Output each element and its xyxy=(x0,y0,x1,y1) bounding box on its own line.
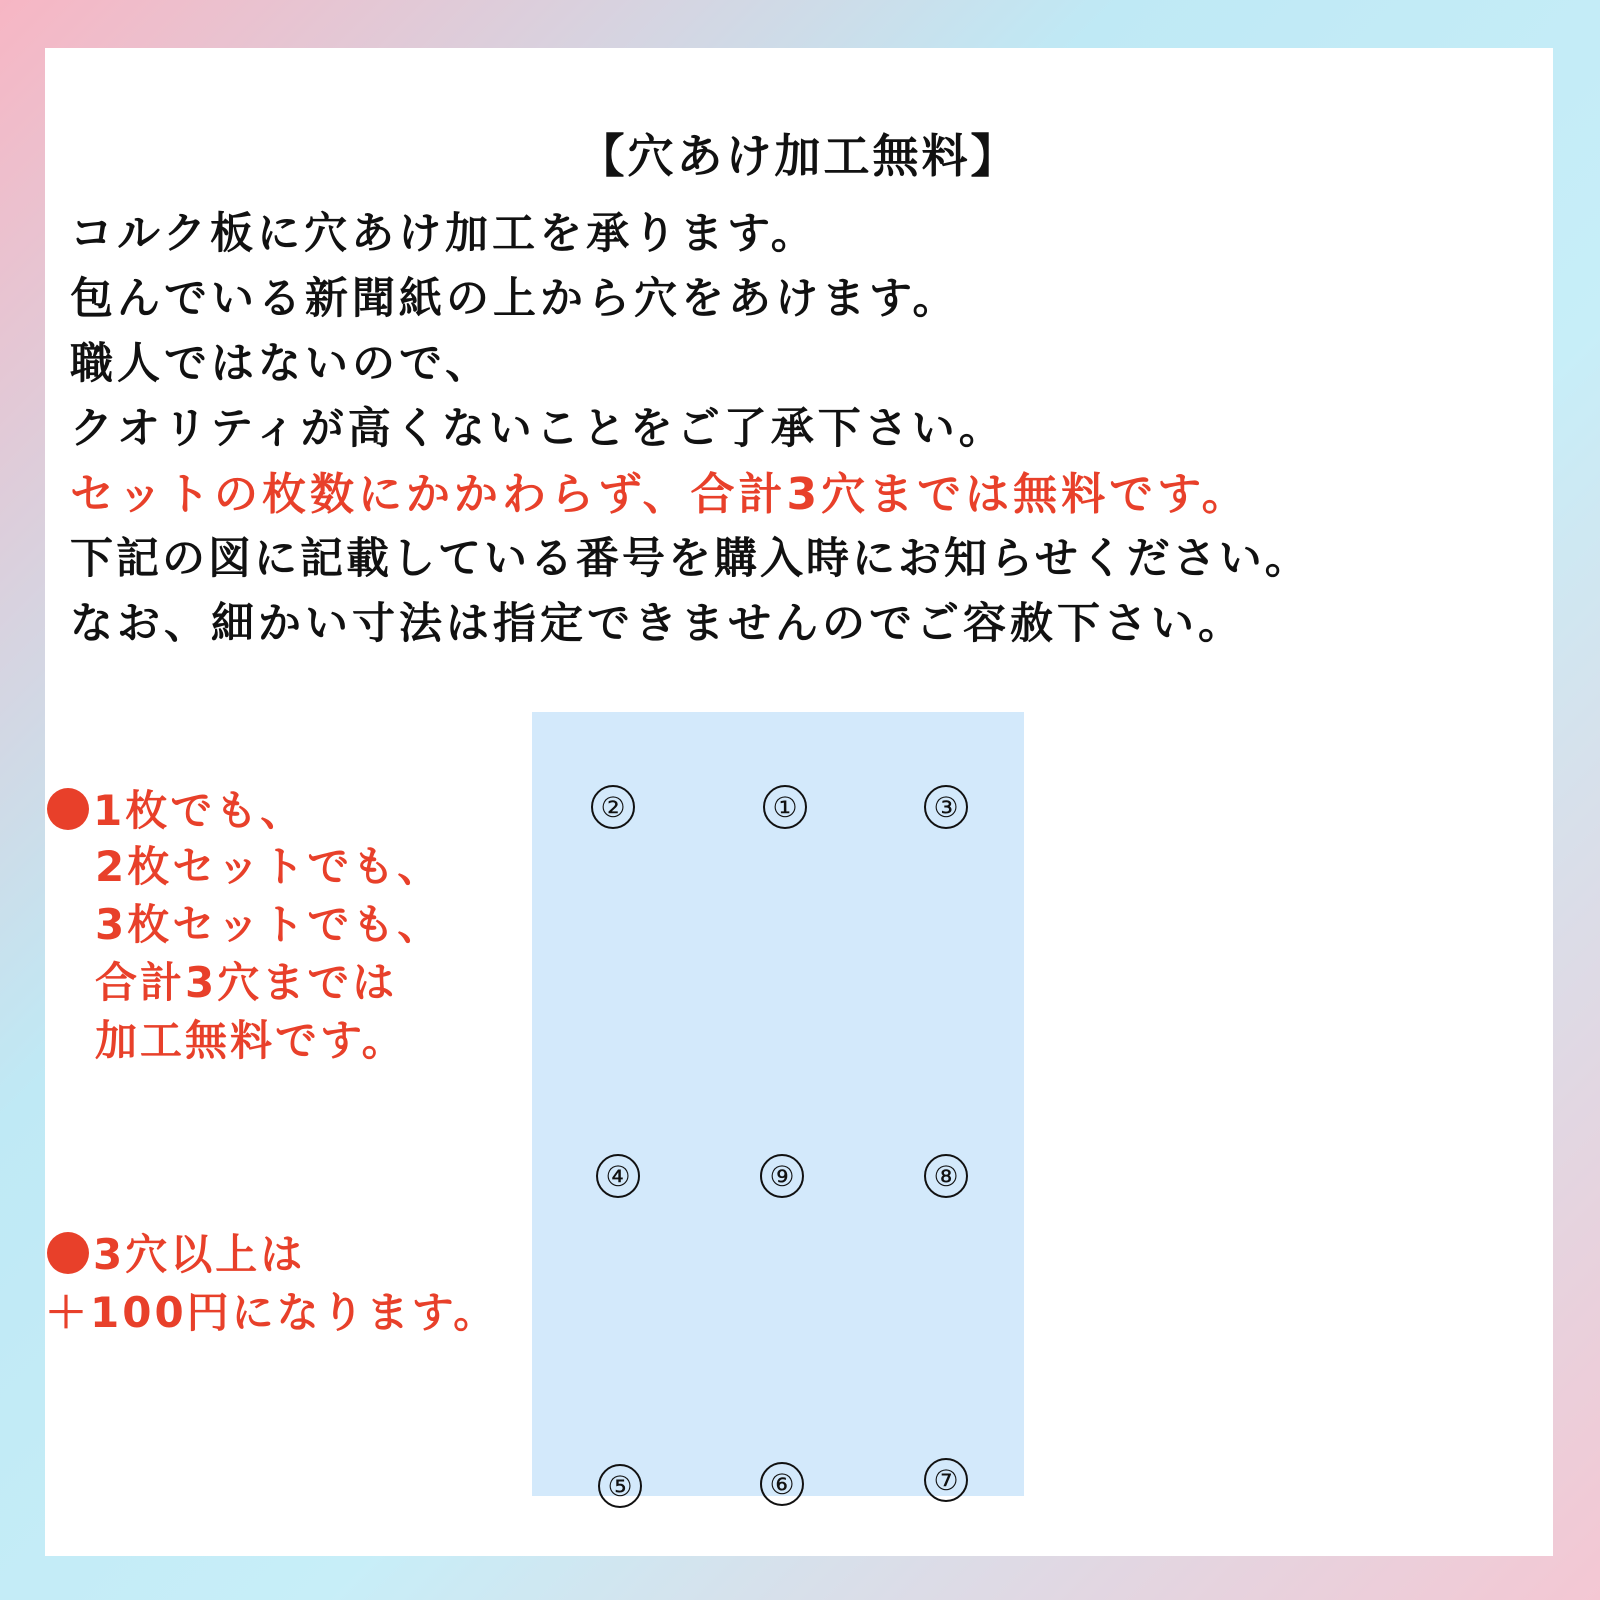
cork-board-diagram xyxy=(532,712,1024,1503)
bullet2-line-1 xyxy=(47,1230,306,1279)
text-line-6: 下記の図に記載している番号を購入時にお知らせください。 xyxy=(70,534,1311,584)
hole-9-icon: ⑨ xyxy=(760,1154,804,1198)
bullet-dot-icon xyxy=(47,788,89,830)
hole-8-icon: ⑧ xyxy=(924,1154,968,1198)
info-card xyxy=(45,48,1553,1556)
bullet-dot-icon xyxy=(47,1232,89,1274)
bullet1-line-4: 合計3穴までは xyxy=(95,958,398,1007)
text-line-7: なお、細かい寸法は指定できませんのでご容赦下さい。 xyxy=(70,599,1245,649)
page-title: 【穴あけ加工無料】 xyxy=(578,129,1020,183)
text-line-1: コルク板に穴あけ加工を承ります。 xyxy=(70,209,818,259)
bullet1-line-5: 加工無料です。 xyxy=(95,1016,407,1065)
text-line-5-highlight: セットの枚数にかかわらず、合計3穴までは無料です。 xyxy=(70,469,1250,520)
text-line-3: 職人ではないので、 xyxy=(70,339,493,389)
bullet1-line-1 xyxy=(47,786,306,835)
hole-5-icon: ⑤ xyxy=(598,1464,642,1508)
text-line-4: クオリティが高くないことをご了承下さい。 xyxy=(70,404,1006,454)
hole-7-icon: ⑦ xyxy=(924,1458,968,1502)
hole-3-icon: ③ xyxy=(924,785,968,829)
text-line-2: 包んでいる新聞紙の上から穴をあけます。 xyxy=(70,274,960,324)
bullet2-text-1: 3穴以上は xyxy=(93,1230,306,1279)
hole-2-icon: ② xyxy=(591,785,635,829)
hole-4-icon: ④ xyxy=(596,1154,640,1198)
bullet1-line-2: 2枚セットでも、 xyxy=(95,842,443,891)
bullet2-line-2: ＋100円になります。 xyxy=(45,1288,499,1337)
hole-6-icon: ⑥ xyxy=(760,1462,804,1506)
bullet1-line-3: 3枚セットでも、 xyxy=(95,900,443,949)
hole-1-icon: ① xyxy=(763,785,807,829)
bullet1-text-1: 1枚でも、 xyxy=(93,786,306,835)
